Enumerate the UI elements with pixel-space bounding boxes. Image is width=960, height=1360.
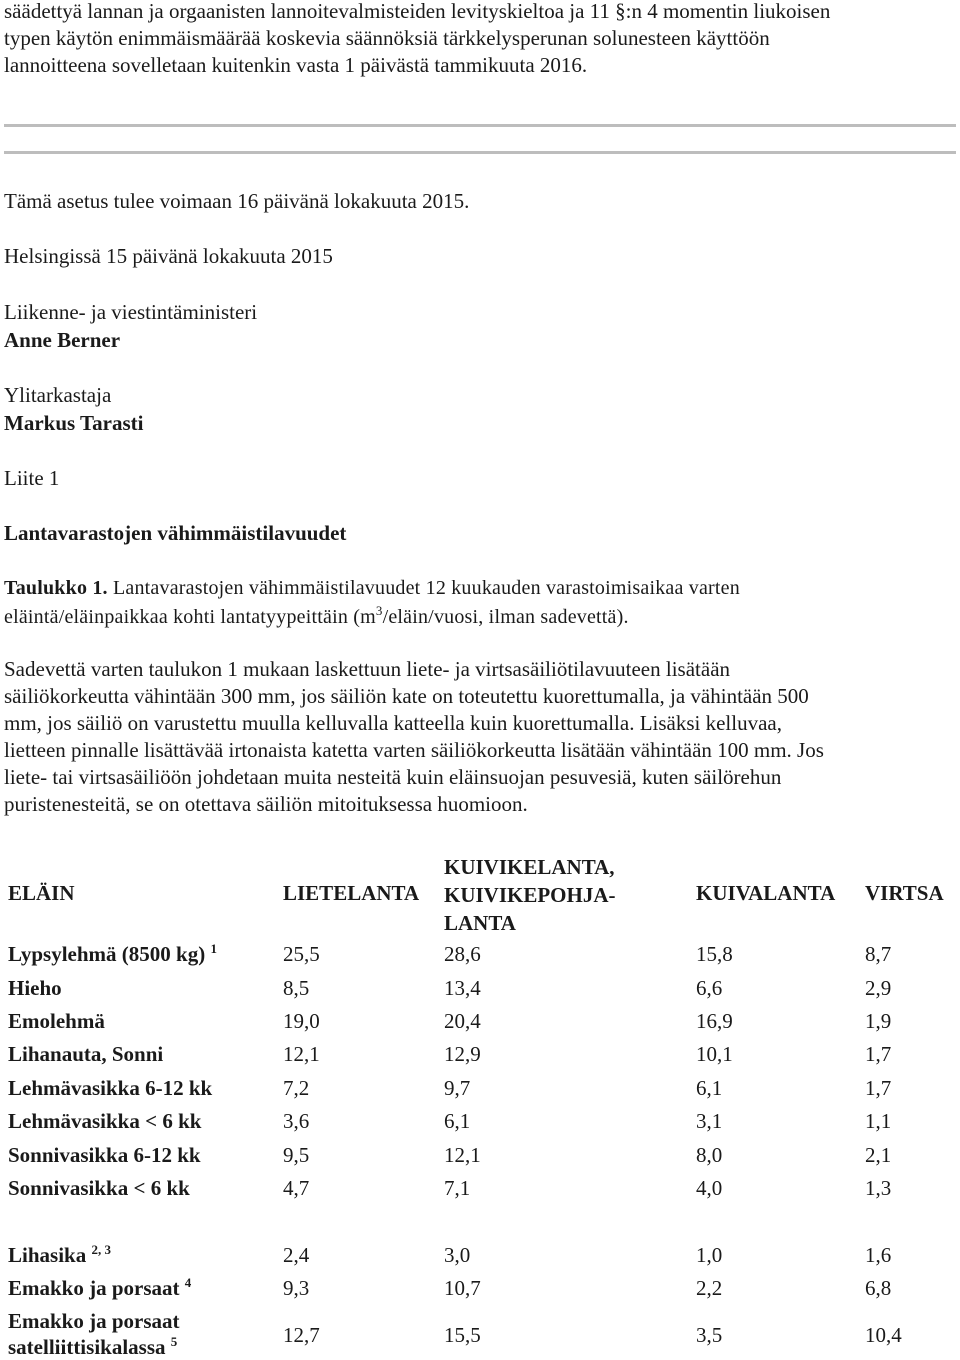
cell-dry: 15,8 [696, 942, 733, 966]
table-row-label: Lehmävasikka 6-12 kk [8, 1076, 213, 1100]
cell-slurry: 12,1 [283, 1042, 320, 1066]
cell-urine: 2,1 [865, 1143, 892, 1167]
table-row-label: Sonnivasikka 6-12 kk [8, 1143, 201, 1167]
cell-bedding: 28,6 [444, 942, 481, 966]
caption-label: Taulukko 1. [4, 577, 108, 599]
table-row-label: Emakko ja porsaat $^4$ [8, 1275, 192, 1300]
cell-dry: 6,1 [696, 1076, 723, 1100]
cell-dry: 4,0 [696, 1176, 723, 1200]
cell-slurry: 25,5 [283, 942, 320, 966]
cell-bedding: 12,9 [444, 1042, 481, 1066]
caption-text: eläintä/eläinpaikkaa kohti lantatyypeittäin (m [4, 606, 376, 628]
cell-urine: 1,3 [865, 1176, 892, 1200]
cell-bedding: 7,1 [444, 1176, 471, 1200]
cell-slurry: 19,0 [283, 1009, 320, 1033]
inspector-name: Markus Tarasti [4, 411, 144, 435]
cell-slurry: 8,5 [283, 976, 310, 1000]
cell-slurry: 9,3 [283, 1276, 310, 1300]
header-urine: VIRTSA [865, 881, 944, 905]
cell-urine: 1,7 [865, 1042, 892, 1066]
cell-slurry: 4,7 [283, 1176, 310, 1200]
cell-dry: 1,0 [696, 1243, 723, 1267]
cell-bedding: 3,0 [444, 1243, 471, 1267]
cell-urine: 1,1 [865, 1109, 892, 1133]
header-bedding: KUIVIKELANTA, KUIVIKEPOHJA- LANTA [444, 855, 616, 935]
cell-bedding: 6,1 [444, 1109, 471, 1133]
cell-bedding: 13,4 [444, 976, 481, 1000]
caption-text: /eläin/vuosi, ilman sadevettä). [382, 606, 629, 628]
intro-line: typen käytön enimmäismäärää koskevia säännöksiä tärkkelysperunan solunesteen käyttöön [4, 26, 770, 50]
minister-title: Liikenne- ja viestintäministeri [4, 300, 258, 324]
rain-line: liete- tai virtsasäiliöön johdetaan muita nesteitä kuin eläinsuojan pesuvesiä, kuten säilörehun [4, 765, 782, 789]
cell-slurry: 7,2 [283, 1076, 310, 1100]
cell-slurry: 12,7 [283, 1323, 320, 1347]
place-date: Helsingissä 15 päivänä lokakuuta 2015 [4, 244, 333, 268]
cell-dry: 3,5 [696, 1323, 723, 1347]
cell-urine: 2,9 [865, 976, 892, 1000]
footnote-marker: 4 [184, 1275, 192, 1290]
cell-bedding: 9,7 [444, 1076, 471, 1100]
cell-bedding: 15,5 [444, 1323, 481, 1347]
footnote-marker: 1 [210, 941, 217, 956]
cell-urine: 6,8 [865, 1276, 892, 1300]
rain-line: Sadevettä varten taulukon 1 mukaan laskettuun liete- ja virtsasäiliötilavuuteen lisätään [4, 657, 731, 681]
rain-line: lietteen pinnalle lisättävää irtonaista katetta varten säiliökorkeutta lisätään vähintään 100 mm. Jos [4, 738, 824, 762]
cell-slurry: 9,5 [283, 1143, 310, 1167]
table-row-label: Lypsylehmä (8500 kg) $^1$ [8, 941, 217, 966]
caption-text: Lantavarastojen vähimmäistilavuudet 12 kuukauden varastoimisaikaa varten [107, 577, 740, 599]
cell-urine: 1,6 [865, 1243, 892, 1267]
cell-urine: 10,4 [865, 1323, 902, 1347]
cell-slurry: 2,4 [283, 1243, 310, 1267]
intro-line: säädettyä lannan ja orgaanisten lannoitevalmisteiden levityskieltoa ja 11 §:n 4 momentin liukoisen [4, 0, 831, 23]
effective-date: Tämä asetus tulee voimaan 16 päivänä lokakuuta 2015. [4, 189, 470, 213]
rain-line: puristenesteitä, se on otettava säiliön mitoituksessa huomioon. [4, 792, 528, 816]
header-slurry: LIETELANTA [283, 881, 420, 905]
cell-slurry: 3,6 [283, 1109, 310, 1133]
table-row-label: Hieho [8, 976, 62, 1000]
cell-urine: 1,9 [865, 1009, 892, 1033]
cell-dry: 16,9 [696, 1009, 733, 1033]
footnote-marker: 2, 3 [91, 1242, 111, 1257]
rain-line: mm, jos säiliö on varustettu muulla kelluvalla katteella kuin kuorettumalla. Lisäksi kelluvaa, [4, 711, 782, 735]
cell-bedding: 20,4 [444, 1009, 481, 1033]
intro-line: lannoitteena sovelletaan kuitenkin vasta 1 päivästä tammikuuta 2016. [4, 53, 588, 77]
table-row-label: Lihanauta, Sonni [8, 1042, 164, 1066]
table-row-label: Lehmävasikka < 6 kk [8, 1109, 202, 1133]
cell-dry: 6,6 [696, 976, 723, 1000]
cell-dry: 10,1 [696, 1042, 733, 1066]
table-row-label: Emolehmä [8, 1009, 105, 1033]
footnote-marker: 5 [170, 1334, 178, 1349]
cell-bedding: 10,7 [444, 1276, 481, 1300]
header-animal: ELÄIN [8, 881, 75, 905]
cell-dry: 8,0 [696, 1143, 723, 1167]
caption-superscript: 3 [375, 603, 383, 618]
cell-urine: 1,7 [865, 1076, 892, 1100]
table-row-label: Emakko ja porsaat satelliittisikalassa $^5$ [8, 1309, 180, 1359]
header-dry: KUIVALANTA [696, 881, 836, 905]
cell-dry: 2,2 [696, 1276, 723, 1300]
cell-bedding: 12,1 [444, 1143, 481, 1167]
minister-name: Anne Berner [4, 328, 121, 352]
cell-urine: 8,7 [865, 942, 892, 966]
section-heading: Lantavarastojen vähimmäistilavuudet [4, 521, 347, 545]
rain-line: säiliökorkeutta vähintään 300 mm, jos säiliön kate on toteutettu kuorettumalla, ja vähintään 500 [4, 684, 809, 708]
table-row-label: Lihasika $^{2, 3}$ [8, 1242, 111, 1267]
inspector-title: Ylitarkastaja [4, 383, 112, 407]
cell-dry: 3,1 [696, 1109, 723, 1133]
appendix-label: Liite 1 [4, 466, 60, 490]
table-row-label: Sonnivasikka < 6 kk [8, 1176, 190, 1200]
